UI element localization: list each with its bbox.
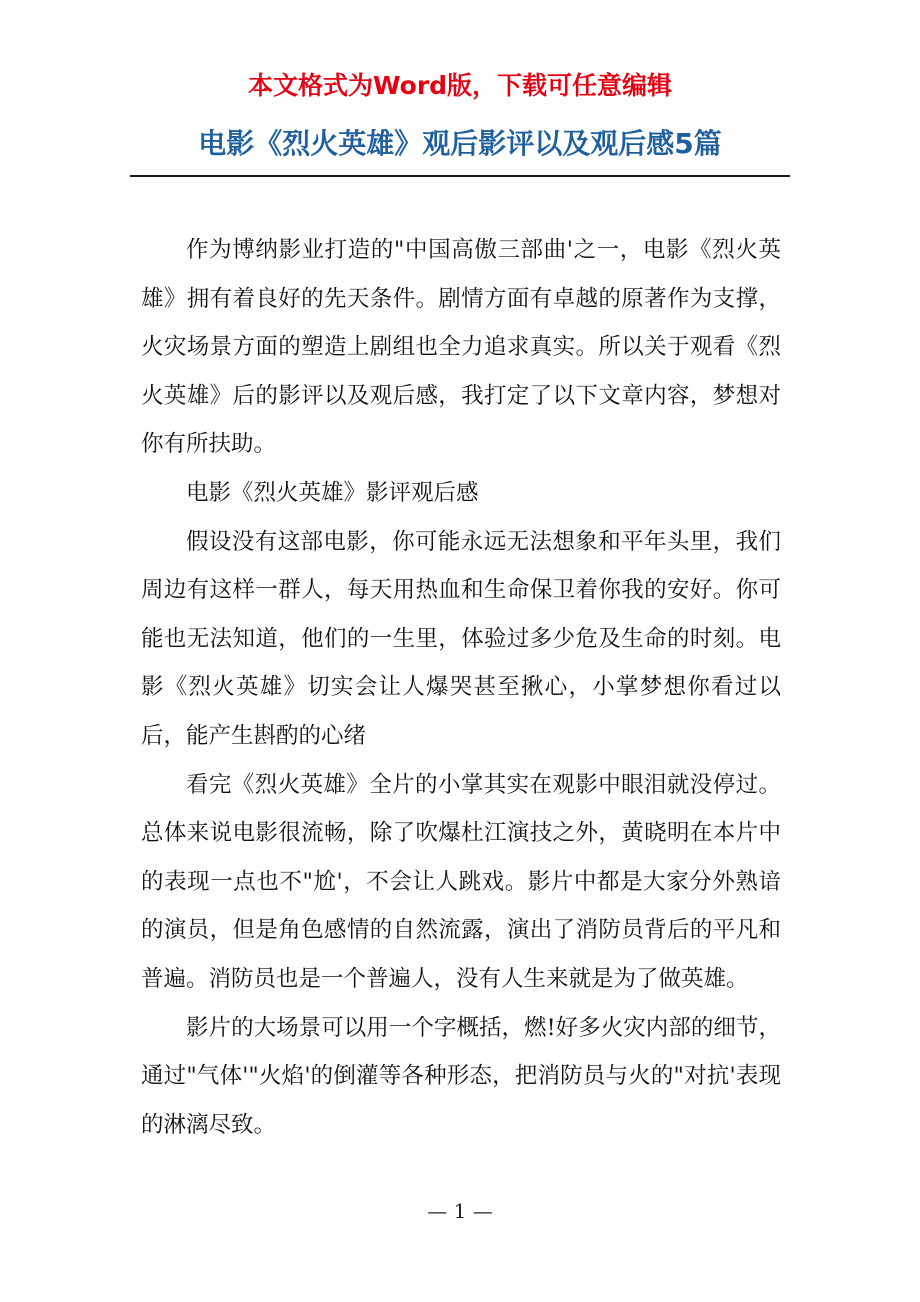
download-notice: 本文格式为Word版，下载可任意编辑 [247,71,673,100]
body-paragraph: 影片的大场景可以用一个字概括，燃!好多火灾内部的细节，通过"气体'"火焰'的倒灌等各种形态，把消防员与火的"对抗'表现的淋漓尽致。 [141,1014,781,1138]
page-number: — 1 — [427,1199,493,1223]
body-paragraph: 看完《烈火英雄》全片的小掌其实在观影中眼泪就没停过。总体来说电影很流畅，除了吹爆杜江演技之外，黄晓明在本片中的表现一点也不"尬'，不会让人跳戏。影片中都是大家分外熟谙的演员，但是角色感情的自然流露，演出了消防员背后的平凡和普遍。消防员也是一个普遍人，没有人生来就是为了做英雄。 [141,771,781,992]
body-paragraph: 假设没有这部电影，你可能永远无法想象和平年头里，我们周边有这样一群人，每天用热血和生命保卫着你我的安好。你可能也无法知道，他们的一生里，体验过多少危及生命的时刻。电影《烈火英雄》切实会让人爆哭甚至揪心，小掌梦想你看过以后，能产生斟酌的心绪 [141,528,781,749]
intro-paragraph: 作为博纳影业打造的"中国高傲三部曲'之一，电影《烈火英雄》拥有着良好的先天条件。剧情方面有卓越的原著作为支撑，火灾场景方面的塑造上剧组也全力追求真实。所以关于观看《烈火英雄》后的影评以及观后感，我打定了以下文章内容，梦想对你有所扶助。 [141,237,781,458]
title-divider [130,175,790,177]
section-heading: 电影《烈火英雄》影评观后感 [186,479,479,506]
document-body [141,226,781,1149]
document-title: 电影《烈火英雄》观后影评以及观后感5篇 [198,127,722,160]
